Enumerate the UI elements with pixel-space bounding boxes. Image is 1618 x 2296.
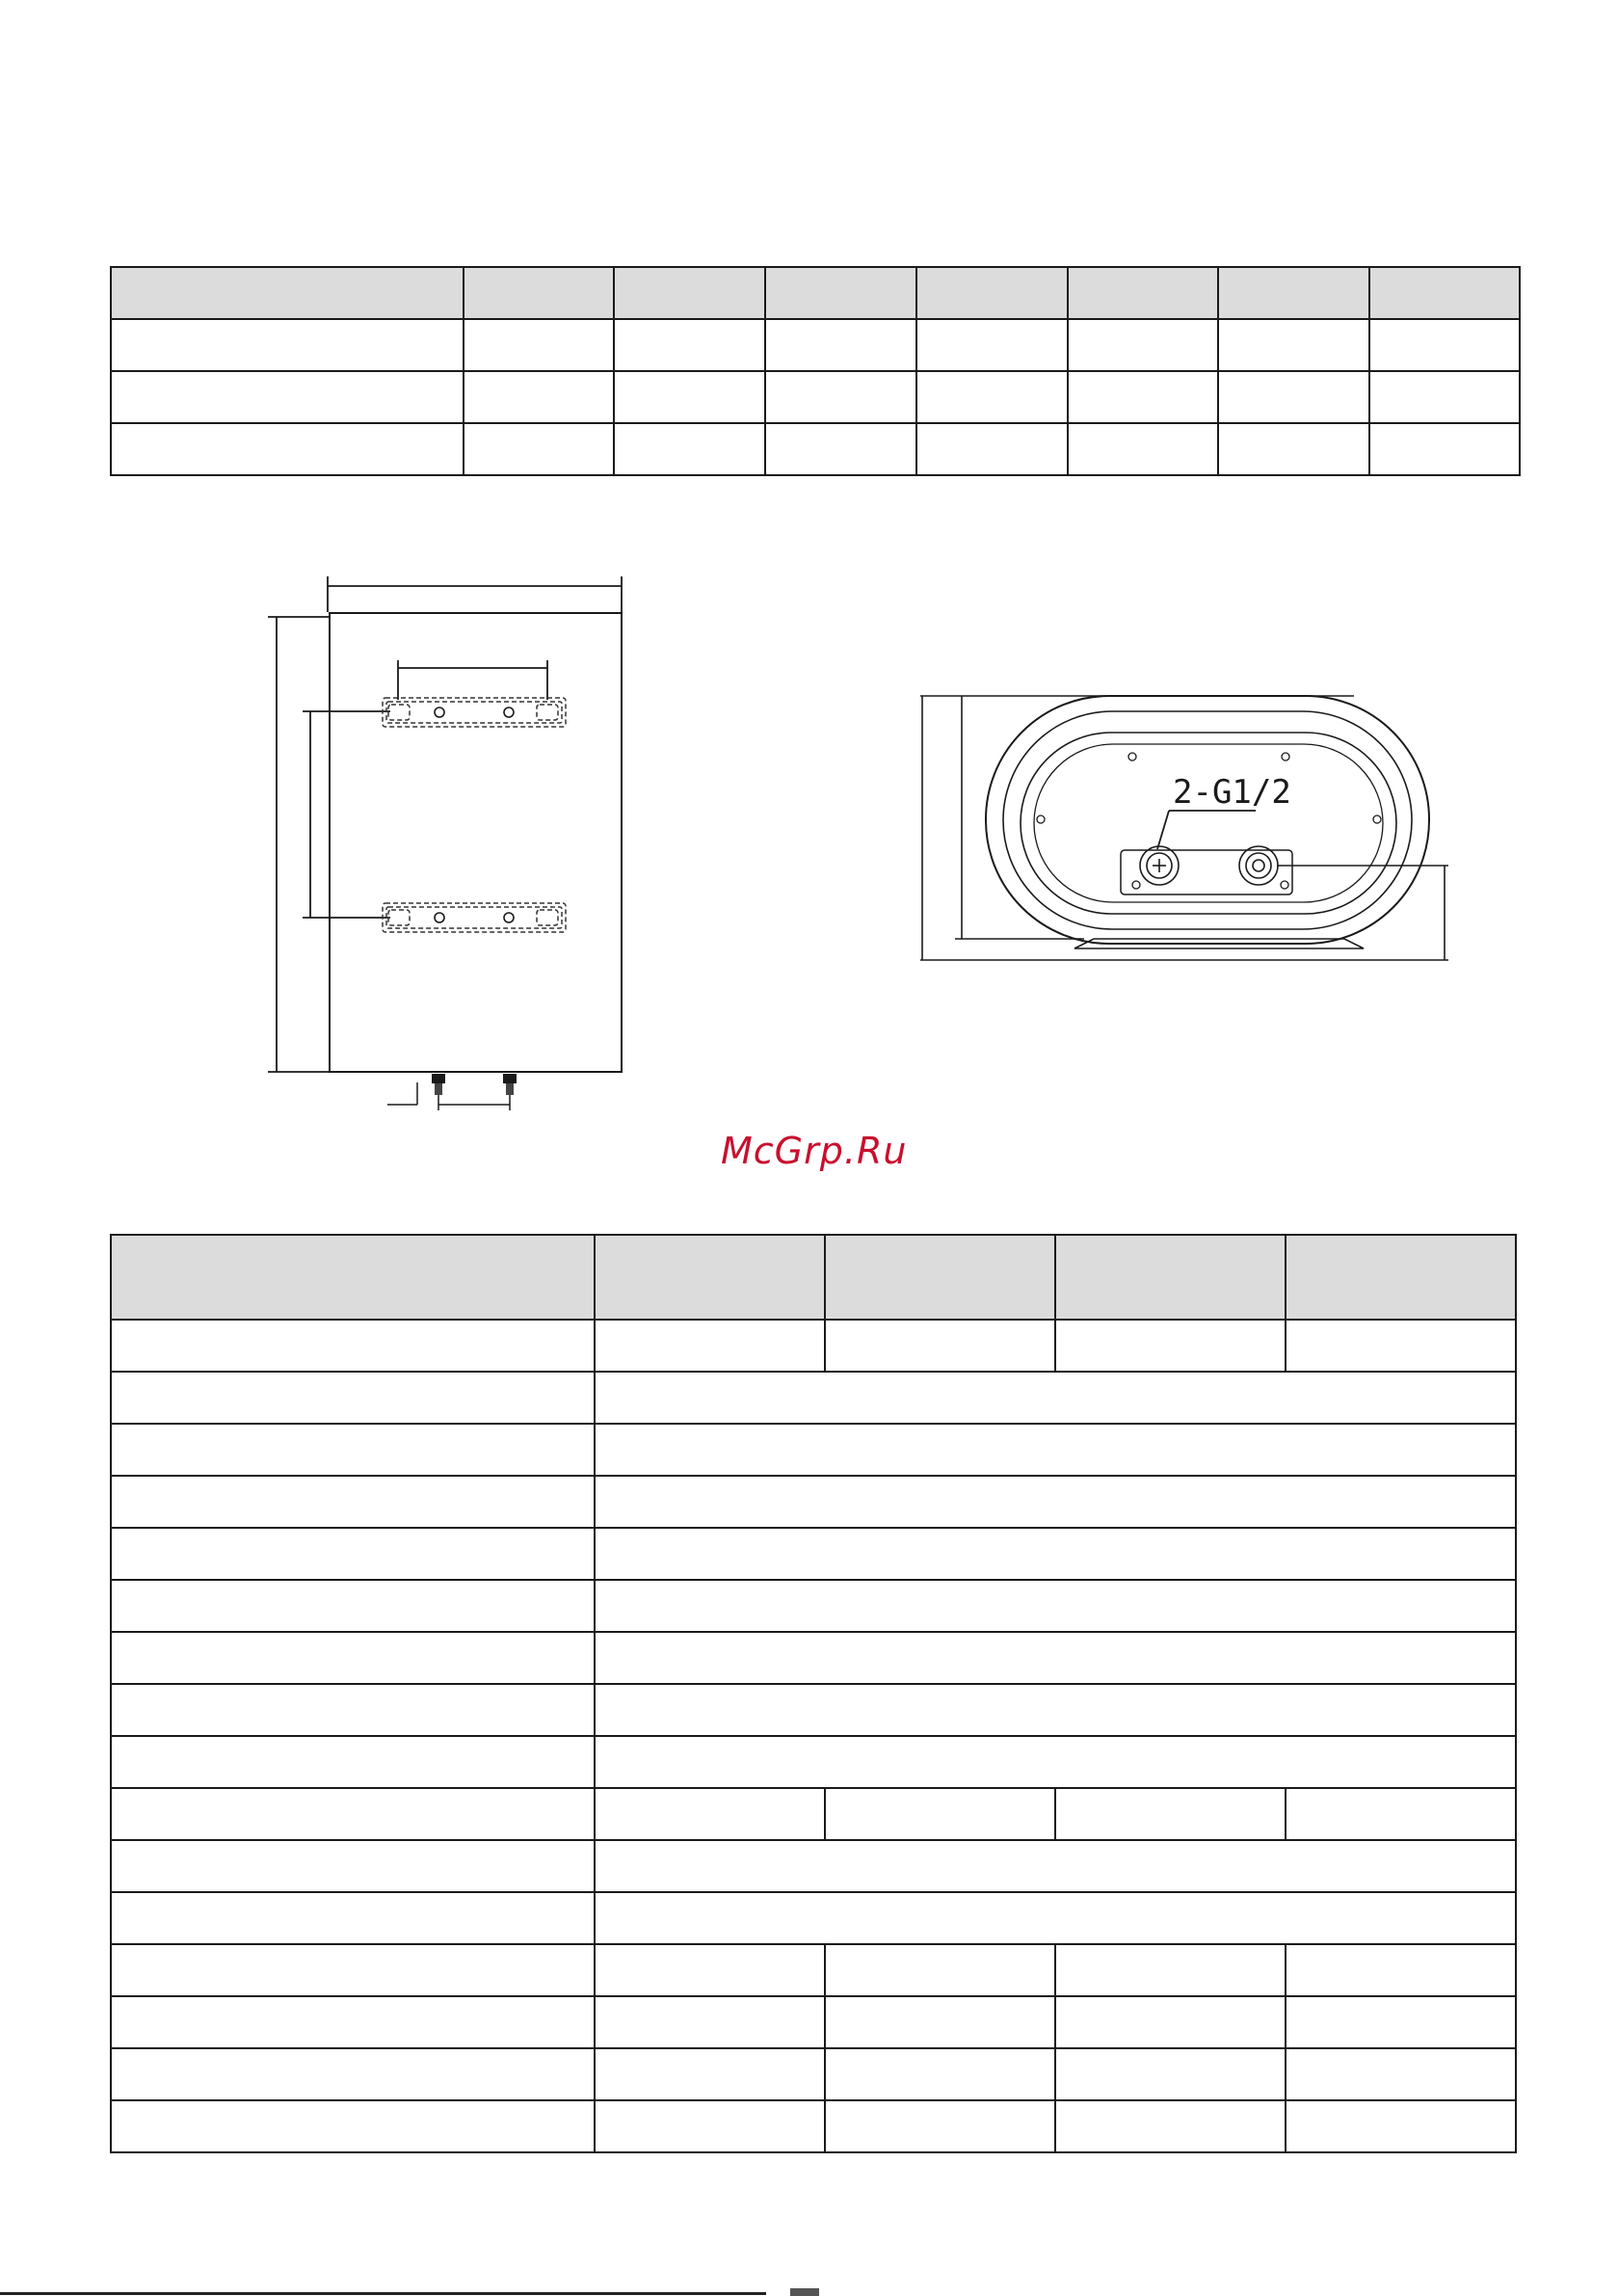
front-view-drawing	[260, 569, 646, 1128]
footer-rule	[0, 2292, 766, 2295]
table-cell	[825, 1788, 1055, 1840]
table-cell	[1055, 1788, 1286, 1840]
table-cell	[1055, 1996, 1286, 2048]
table-cell	[1286, 1788, 1516, 1840]
table-cell	[765, 319, 916, 371]
table-cell	[595, 1528, 1516, 1580]
table-row	[111, 1944, 1516, 1996]
table-cell	[595, 1684, 1516, 1736]
pipe-fittings	[1140, 846, 1278, 885]
table-cell	[1369, 319, 1520, 371]
table-cell	[1369, 267, 1520, 319]
table-row	[111, 1788, 1516, 1840]
table-row	[111, 1736, 1516, 1788]
table-cell	[916, 319, 1068, 371]
table-cell	[825, 1235, 1055, 1320]
dimensions-table	[110, 266, 1521, 476]
table-cell	[111, 371, 464, 423]
table-cell	[825, 1996, 1055, 2048]
table-cell	[111, 1684, 595, 1736]
table-cell	[595, 1944, 825, 1996]
table-cell	[111, 1580, 595, 1632]
side-view-drawing	[901, 675, 1460, 964]
table-cell	[595, 1892, 1516, 1944]
table-cell	[111, 1788, 595, 1840]
table-cell	[1068, 267, 1218, 319]
heater-body-outline	[330, 613, 622, 1072]
table-row	[111, 1320, 1516, 1372]
table-cell	[111, 1892, 595, 1944]
bottom-mounting-bracket	[383, 903, 566, 932]
table-cell	[916, 371, 1068, 423]
table-cell	[1055, 1944, 1286, 1996]
table-cell	[1055, 1235, 1286, 1320]
table-cell	[111, 1320, 595, 1372]
table-row	[111, 1632, 1516, 1684]
table-cell	[825, 1320, 1055, 1372]
table-cell	[111, 1944, 595, 1996]
table-cell	[1055, 1320, 1286, 1372]
table-row	[111, 371, 1520, 423]
connection-label: 2-G1/2	[1173, 773, 1291, 812]
table-cell	[464, 423, 614, 475]
table-cell	[595, 1424, 1516, 1476]
table-cell	[1369, 423, 1520, 475]
table-row	[111, 2100, 1516, 2152]
table-row	[111, 1840, 1516, 1892]
table-cell	[916, 267, 1068, 319]
table-cell	[614, 319, 765, 371]
table-cell	[111, 1424, 595, 1476]
table-row	[111, 1476, 1516, 1528]
table-cell	[111, 2048, 595, 2100]
table-cell	[595, 1996, 825, 2048]
table-cell	[1218, 319, 1369, 371]
table-cell	[1369, 371, 1520, 423]
table-cell	[614, 423, 765, 475]
table-cell	[614, 267, 765, 319]
table-cell	[595, 1580, 1516, 1632]
table-cell	[1286, 2048, 1516, 2100]
table-cell	[111, 1996, 595, 2048]
table-cell	[595, 1372, 1516, 1424]
table-row	[111, 319, 1520, 371]
table-cell	[595, 1788, 825, 1840]
table-cell	[595, 1235, 825, 1320]
table-row	[111, 1528, 1516, 1580]
table-cell	[825, 2100, 1055, 2152]
table-cell	[1055, 2100, 1286, 2152]
table-cell	[111, 1736, 595, 1788]
table-cell	[111, 2100, 595, 2152]
footer-mark	[790, 2288, 819, 2296]
table-cell	[595, 2100, 825, 2152]
table-cell	[1286, 1235, 1516, 1320]
table-cell	[1055, 2048, 1286, 2100]
table-row	[111, 423, 1520, 475]
table-row	[111, 1684, 1516, 1736]
table-cell	[1286, 1320, 1516, 1372]
table-cell	[595, 2048, 825, 2100]
table-cell	[111, 423, 464, 475]
table-cell	[595, 1476, 1516, 1528]
table-cell	[111, 1840, 595, 1892]
table-cell	[595, 1320, 825, 1372]
table-cell	[1068, 423, 1218, 475]
table-cell	[825, 1944, 1055, 1996]
table-cell	[1286, 2100, 1516, 2152]
table-cell	[765, 371, 916, 423]
watermark: McGrp.Ru	[721, 1130, 908, 1172]
table-cell	[595, 1736, 1516, 1788]
table-cell	[111, 1528, 595, 1580]
table-cell	[1218, 267, 1369, 319]
table-cell	[464, 267, 614, 319]
table-row	[111, 2048, 1516, 2100]
table-cell	[595, 1632, 1516, 1684]
table-cell	[1286, 1944, 1516, 1996]
table-cell	[765, 267, 916, 319]
table-cell	[464, 371, 614, 423]
table-cell	[765, 423, 916, 475]
table-cell	[111, 1476, 595, 1528]
table-cell	[595, 1840, 1516, 1892]
table-cell	[614, 371, 765, 423]
table-row	[111, 1996, 1516, 2048]
table-header-row	[111, 267, 1520, 319]
table-cell	[1218, 371, 1369, 423]
table-row	[111, 1424, 1516, 1476]
table-cell	[111, 267, 464, 319]
table-cell	[111, 1372, 595, 1424]
table-cell	[464, 319, 614, 371]
table-cell	[916, 423, 1068, 475]
table-cell	[1218, 423, 1369, 475]
table-header-row	[111, 1235, 1516, 1320]
table-cell	[111, 319, 464, 371]
top-mounting-bracket	[383, 698, 566, 727]
pipe-connections	[432, 1074, 517, 1095]
table-cell	[1068, 371, 1218, 423]
table-cell	[111, 1632, 595, 1684]
table-cell	[1068, 319, 1218, 371]
table-row	[111, 1892, 1516, 1944]
table-cell	[111, 1235, 595, 1320]
table-row	[111, 1580, 1516, 1632]
table-cell	[825, 2048, 1055, 2100]
inner-panel-outline	[1021, 733, 1396, 914]
table-row	[111, 1372, 1516, 1424]
specifications-table	[110, 1234, 1517, 2153]
table-cell	[1286, 1996, 1516, 2048]
